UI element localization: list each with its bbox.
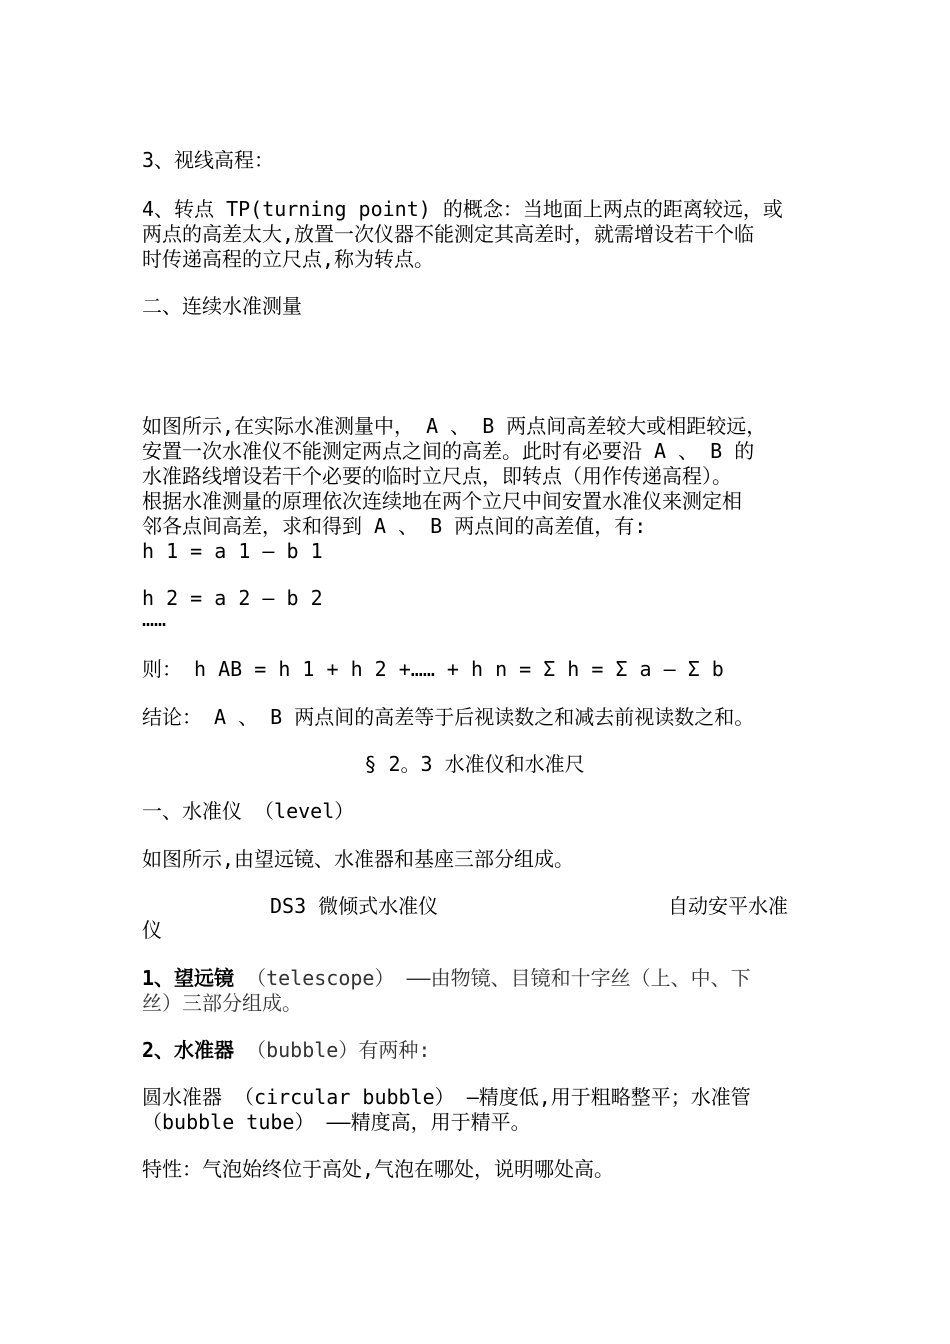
conclusion: 结论： A 、 B 两点间的高差等于后视读数之和减去前视读数之和。 <box>142 705 755 729</box>
telescope-title: 1、望远镜 <box>142 966 235 990</box>
caption-auto-level: 自动安平水准 <box>668 894 788 918</box>
bubble-line <box>142 1038 807 1063</box>
level-composition: 如图所示,由望远镜、水准器和基座三部分组成。 <box>142 847 575 871</box>
continuous-para-line-5: 邻各点间高差，求和得到 A 、 B 两点间的高差值，有: <box>142 514 647 538</box>
caption-ds3-level: DS3 微倾式水准仪 <box>270 894 439 918</box>
section-title: § 2。3 水准仪和水准尺 <box>364 752 585 776</box>
continuous-para-line-3: 水准路线增设若干个必要的临时立尺点，即转点（用作传递高程）。 <box>142 464 732 488</box>
bubble-description: （bubble）有两种: <box>234 1038 431 1062</box>
circular-bubble-line-1: 圆水准器 （circular bubble） —精度低,用于粗略整平；水准管 <box>142 1085 751 1109</box>
telescope-line-1 <box>142 966 807 991</box>
equation-h1: h 1 = a 1 — b 1 <box>142 539 323 563</box>
telescope-line-2: 丝）三部分组成。 <box>142 991 302 1015</box>
continuous-para-line-2: 安置一次水准仪不能测定两点之间的高差。此时有必要沿 A 、 B 的 <box>142 439 755 463</box>
item-line-of-sight-elevation: 3、视线高程： <box>142 148 275 172</box>
telescope-description: （telescope） ——由物镜、目镜和十字丝（上、中、下 <box>234 966 751 990</box>
heading-level: 一、水准仪 （level） <box>142 799 355 823</box>
continuous-para-line-4: 根据水准测量的原理依次连续地在两个立尺中间安置水准仪来测定相 <box>142 489 742 513</box>
bubble-property: 特性：气泡始终位于高处,气泡在哪处，说明哪处高。 <box>142 1157 615 1181</box>
circular-bubble-line-2: （bubble tube） ——精度高，用于精平。 <box>142 1110 531 1134</box>
heading-continuous-leveling: 二、连续水准测量 <box>142 294 302 318</box>
turning-point-line-2: 两点的高差太大,放置一次仪器不能测定其高差时，就需增设若干个临 <box>142 222 755 246</box>
caption-auto-level-wrap: 仪 <box>142 918 162 942</box>
equation-h2: h 2 = a 2 — b 2 <box>142 586 323 610</box>
equation-sum: 则： h AB = h 1 + h 2 +…… + h n = Σ h = Σ a — Σ b <box>142 657 724 681</box>
equation-ellipsis: …… <box>142 607 167 631</box>
turning-point-line-3: 时传递高程的立尺点,称为转点。 <box>142 247 435 271</box>
continuous-para-line-1: 如图所示,在实际水准测量中， A 、 B 两点间高差较大或相距较远， <box>142 414 767 438</box>
bubble-title: 2、水准器 <box>142 1038 235 1062</box>
turning-point-line-1: 4、转点 TP(turning point) 的概念：当地面上两点的距离较远，或 <box>142 197 783 221</box>
